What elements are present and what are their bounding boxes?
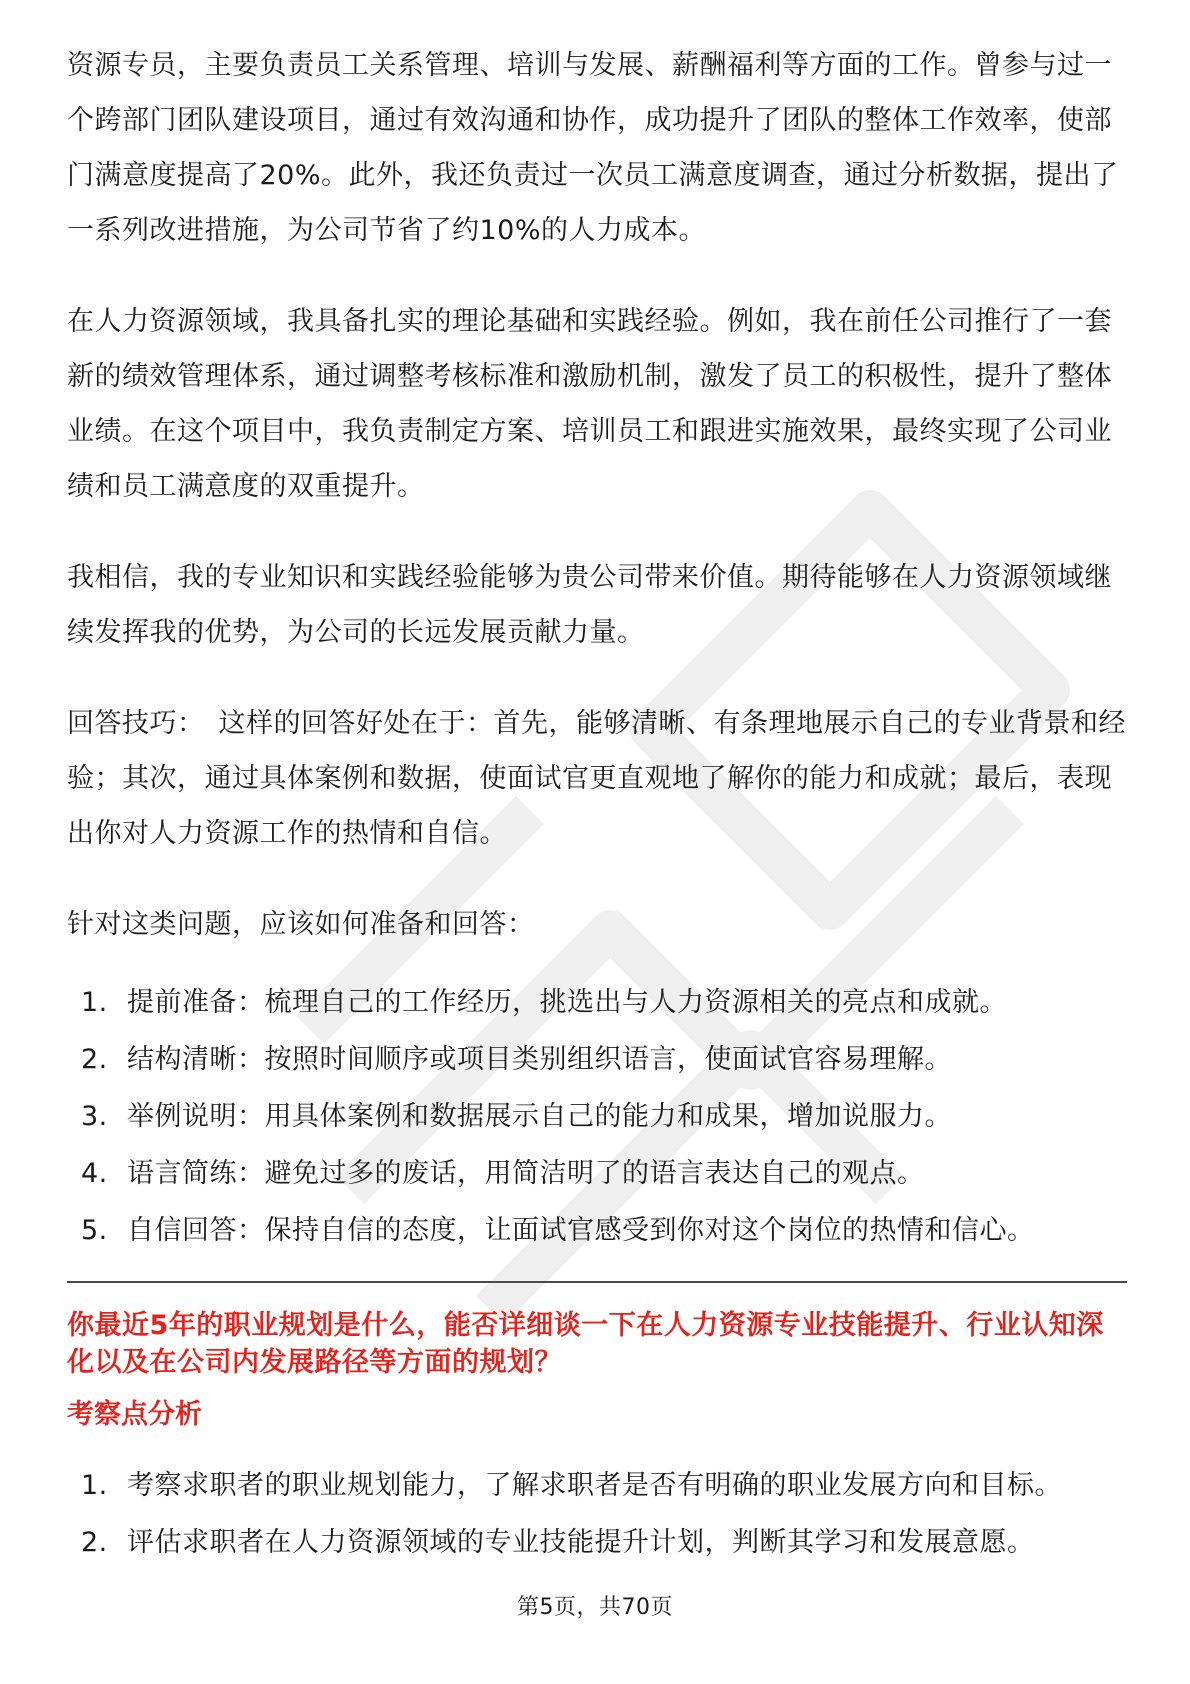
- list-item: [67, 1088, 1127, 1145]
- section-divider: [67, 1281, 1127, 1283]
- list-item-number: 5.: [81, 1215, 108, 1246]
- paragraph-closing: 我相信，我的专业知识和实践经验能够为贵公司带来价值。期待能够在人力资源领域继续发挥我的优势，为公司的长远发展贡献力量。: [67, 562, 1112, 648]
- list-item-text: 自信回答：保持自信的态度，让面试官感受到你对这个岗位的热情和信心。: [127, 1215, 1035, 1246]
- list-item: [67, 974, 1127, 1031]
- list-item-number: 2.: [81, 1527, 108, 1558]
- list-item-text: 提前准备：梳理自己的工作经历，挑选出与人力资源相关的亮点和成就。: [127, 987, 1007, 1018]
- list-item-number: 3.: [81, 1101, 108, 1132]
- list-item-number: 1.: [81, 987, 108, 1018]
- list-item: [67, 1202, 1127, 1259]
- answer-tip-text: 这样的回答好处在于：首先，能够清晰、有条理地展示自己的专业背景和经验；其次，通过具体案例和数据，使面试官更直观地了解你的能力和成就；最后，表现出你对人力资源工作的热情和自信。: [67, 708, 1126, 849]
- list-item-text: 评估求职者在人力资源领域的专业技能提升计划，判断其学习和发展意愿。: [127, 1527, 1035, 1558]
- analysis-title: 考察点分析: [67, 1399, 202, 1430]
- list-item-text: 考察求职者的职业规划能力，了解求职者是否有明确的职业发展方向和目标。: [127, 1470, 1062, 1501]
- list-item-number: 1.: [81, 1470, 108, 1501]
- list-item-text: 语言简练：避免过多的废话，用简洁明了的语言表达自己的观点。: [127, 1158, 925, 1189]
- answer-tip: [67, 696, 1127, 861]
- analysis-list: [67, 1457, 1127, 1571]
- list-item-number: 2.: [81, 1044, 108, 1075]
- page-number-footer: 第5页，共70页: [517, 1595, 673, 1620]
- list-item: [67, 1514, 1127, 1571]
- paragraph-expertise: 在人力资源领域，我具备扎实的理论基础和实践经验。例如，我在前任公司推行了一套新的绩效管理体系，通过调整考核标准和激励机制，激发了员工的积极性，提升了整体业绩。在这个项目中，我负责制定方案、培训员工和跟进实施效果，最终实现了公司业绩和员工满意度的双重提升。: [67, 306, 1112, 502]
- list-item: [67, 1145, 1127, 1202]
- list-item-text: 结构清晰：按照时间顺序或项目类别组织语言，使面试官容易理解。: [127, 1044, 952, 1075]
- prep-list: [67, 974, 1127, 1259]
- answer-tip-label: 回答技巧：: [67, 708, 205, 739]
- paragraph-experience: 资源专员，主要负责员工关系管理、培训与发展、薪酬福利等方面的工作。曾参与过一个跨部门团队建设项目，通过有效沟通和协作，成功提升了团队的整体工作效率，使部门满意度提高了20%。此外，我还负责过一次员工满意度调查，通过分析数据，提出了一系列改进措施，为公司节省了约10%的人力成本。: [67, 50, 1119, 246]
- document-page: [67, 38, 1127, 1571]
- interview-question: 你最近5年的职业规划是什么，能否详细谈一下在人力资源专业技能提升、行业认知深化以及在公司内发展路径等方面的规划？: [67, 1310, 1104, 1378]
- list-item-number: 4.: [81, 1158, 108, 1189]
- list-item: [67, 1457, 1127, 1514]
- list-item-text: 举例说明：用具体案例和数据展示自己的能力和成果，增加说服力。: [127, 1101, 952, 1132]
- prep-heading: 针对这类问题，应该如何准备和回答：: [67, 909, 535, 940]
- list-item: [67, 1031, 1127, 1088]
